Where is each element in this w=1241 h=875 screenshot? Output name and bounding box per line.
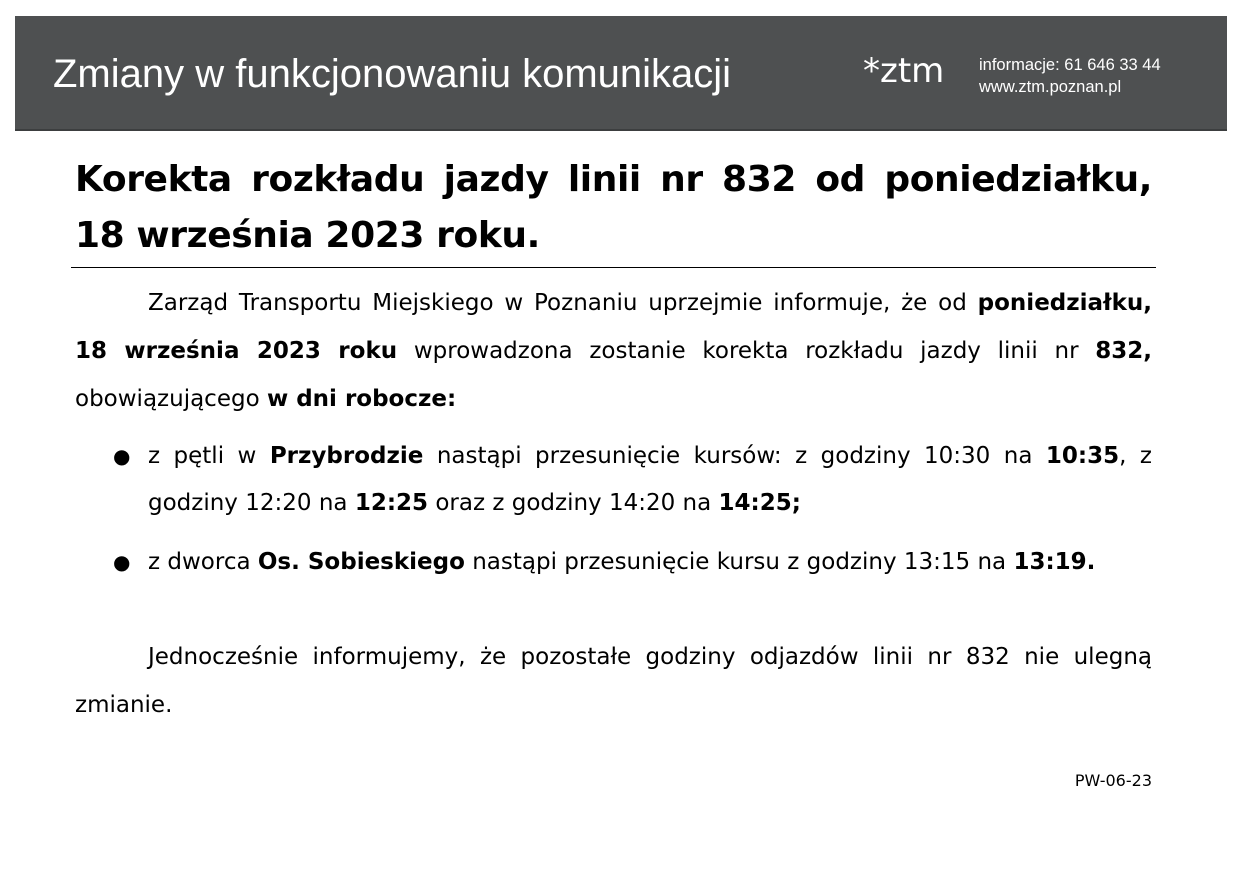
item-new-time: 10:35: [1045, 443, 1120, 469]
item-new-time: 12:25: [354, 490, 429, 516]
item-stop: Przybrodzie: [269, 443, 424, 469]
intro-text: obowiązującego: [75, 386, 267, 412]
item-text: z dworca: [148, 549, 258, 575]
item-text: z pętli w: [148, 443, 270, 469]
item-new-time: 13:19.: [1013, 549, 1096, 575]
intro-days: w dni robocze:: [266, 386, 457, 412]
headline-divider: [71, 267, 1156, 268]
intro-text: wprowadzona zostanie korekta rozkładu jazdy linii nr: [397, 338, 1096, 364]
header-bar: [15, 16, 1227, 131]
list-item: [75, 433, 1152, 527]
bullet-icon: ●: [113, 444, 131, 468]
intro-line-number: 832,: [1095, 338, 1152, 364]
item-new-time: 14:25;: [718, 490, 801, 516]
item-text: nastąpi przesunięcie kursu z godziny 13:15 na: [464, 549, 1014, 575]
closing-paragraph: Jednocześnie informujemy, że pozostałe godziny odjazdów linii nr 832 nie ulegną zmianie.: [75, 644, 1152, 718]
contact-info: [979, 54, 1161, 98]
item-text: oraz z godziny 14:20 na: [428, 490, 719, 516]
ztm-logo-icon: *ztm: [863, 51, 945, 91]
notice-headline: Korekta rozkładu jazdy linii nr 832 od poniedziałku, 18 września 2023 roku.: [75, 159, 1152, 256]
bullet-icon: ●: [113, 550, 131, 574]
contact-url: www.ztm.poznan.pl: [979, 78, 1122, 96]
document-code: PW-06-23: [1074, 771, 1152, 790]
intro-date: poniedziałku, 18 września 2023 roku: [75, 290, 1152, 364]
intro-text: Zarząd Transportu Miejskiego w Poznaniu uprzejmie informuje, że od: [148, 290, 978, 316]
contact-phone: informacje: 61 646 33 44: [979, 56, 1161, 74]
item-text: , z godziny 12:20 na: [148, 443, 1152, 516]
item-text: nastąpi przesunięcie kursów: z godziny 10:30 na: [423, 443, 1046, 469]
item-stop: Os. Sobieskiego: [257, 549, 465, 575]
header-title: Zmiany w funkcjonowaniu komunikacji: [53, 52, 732, 96]
changes-list: [75, 433, 1152, 598]
intro-paragraph: [75, 279, 1152, 423]
list-item: [75, 539, 1152, 586]
